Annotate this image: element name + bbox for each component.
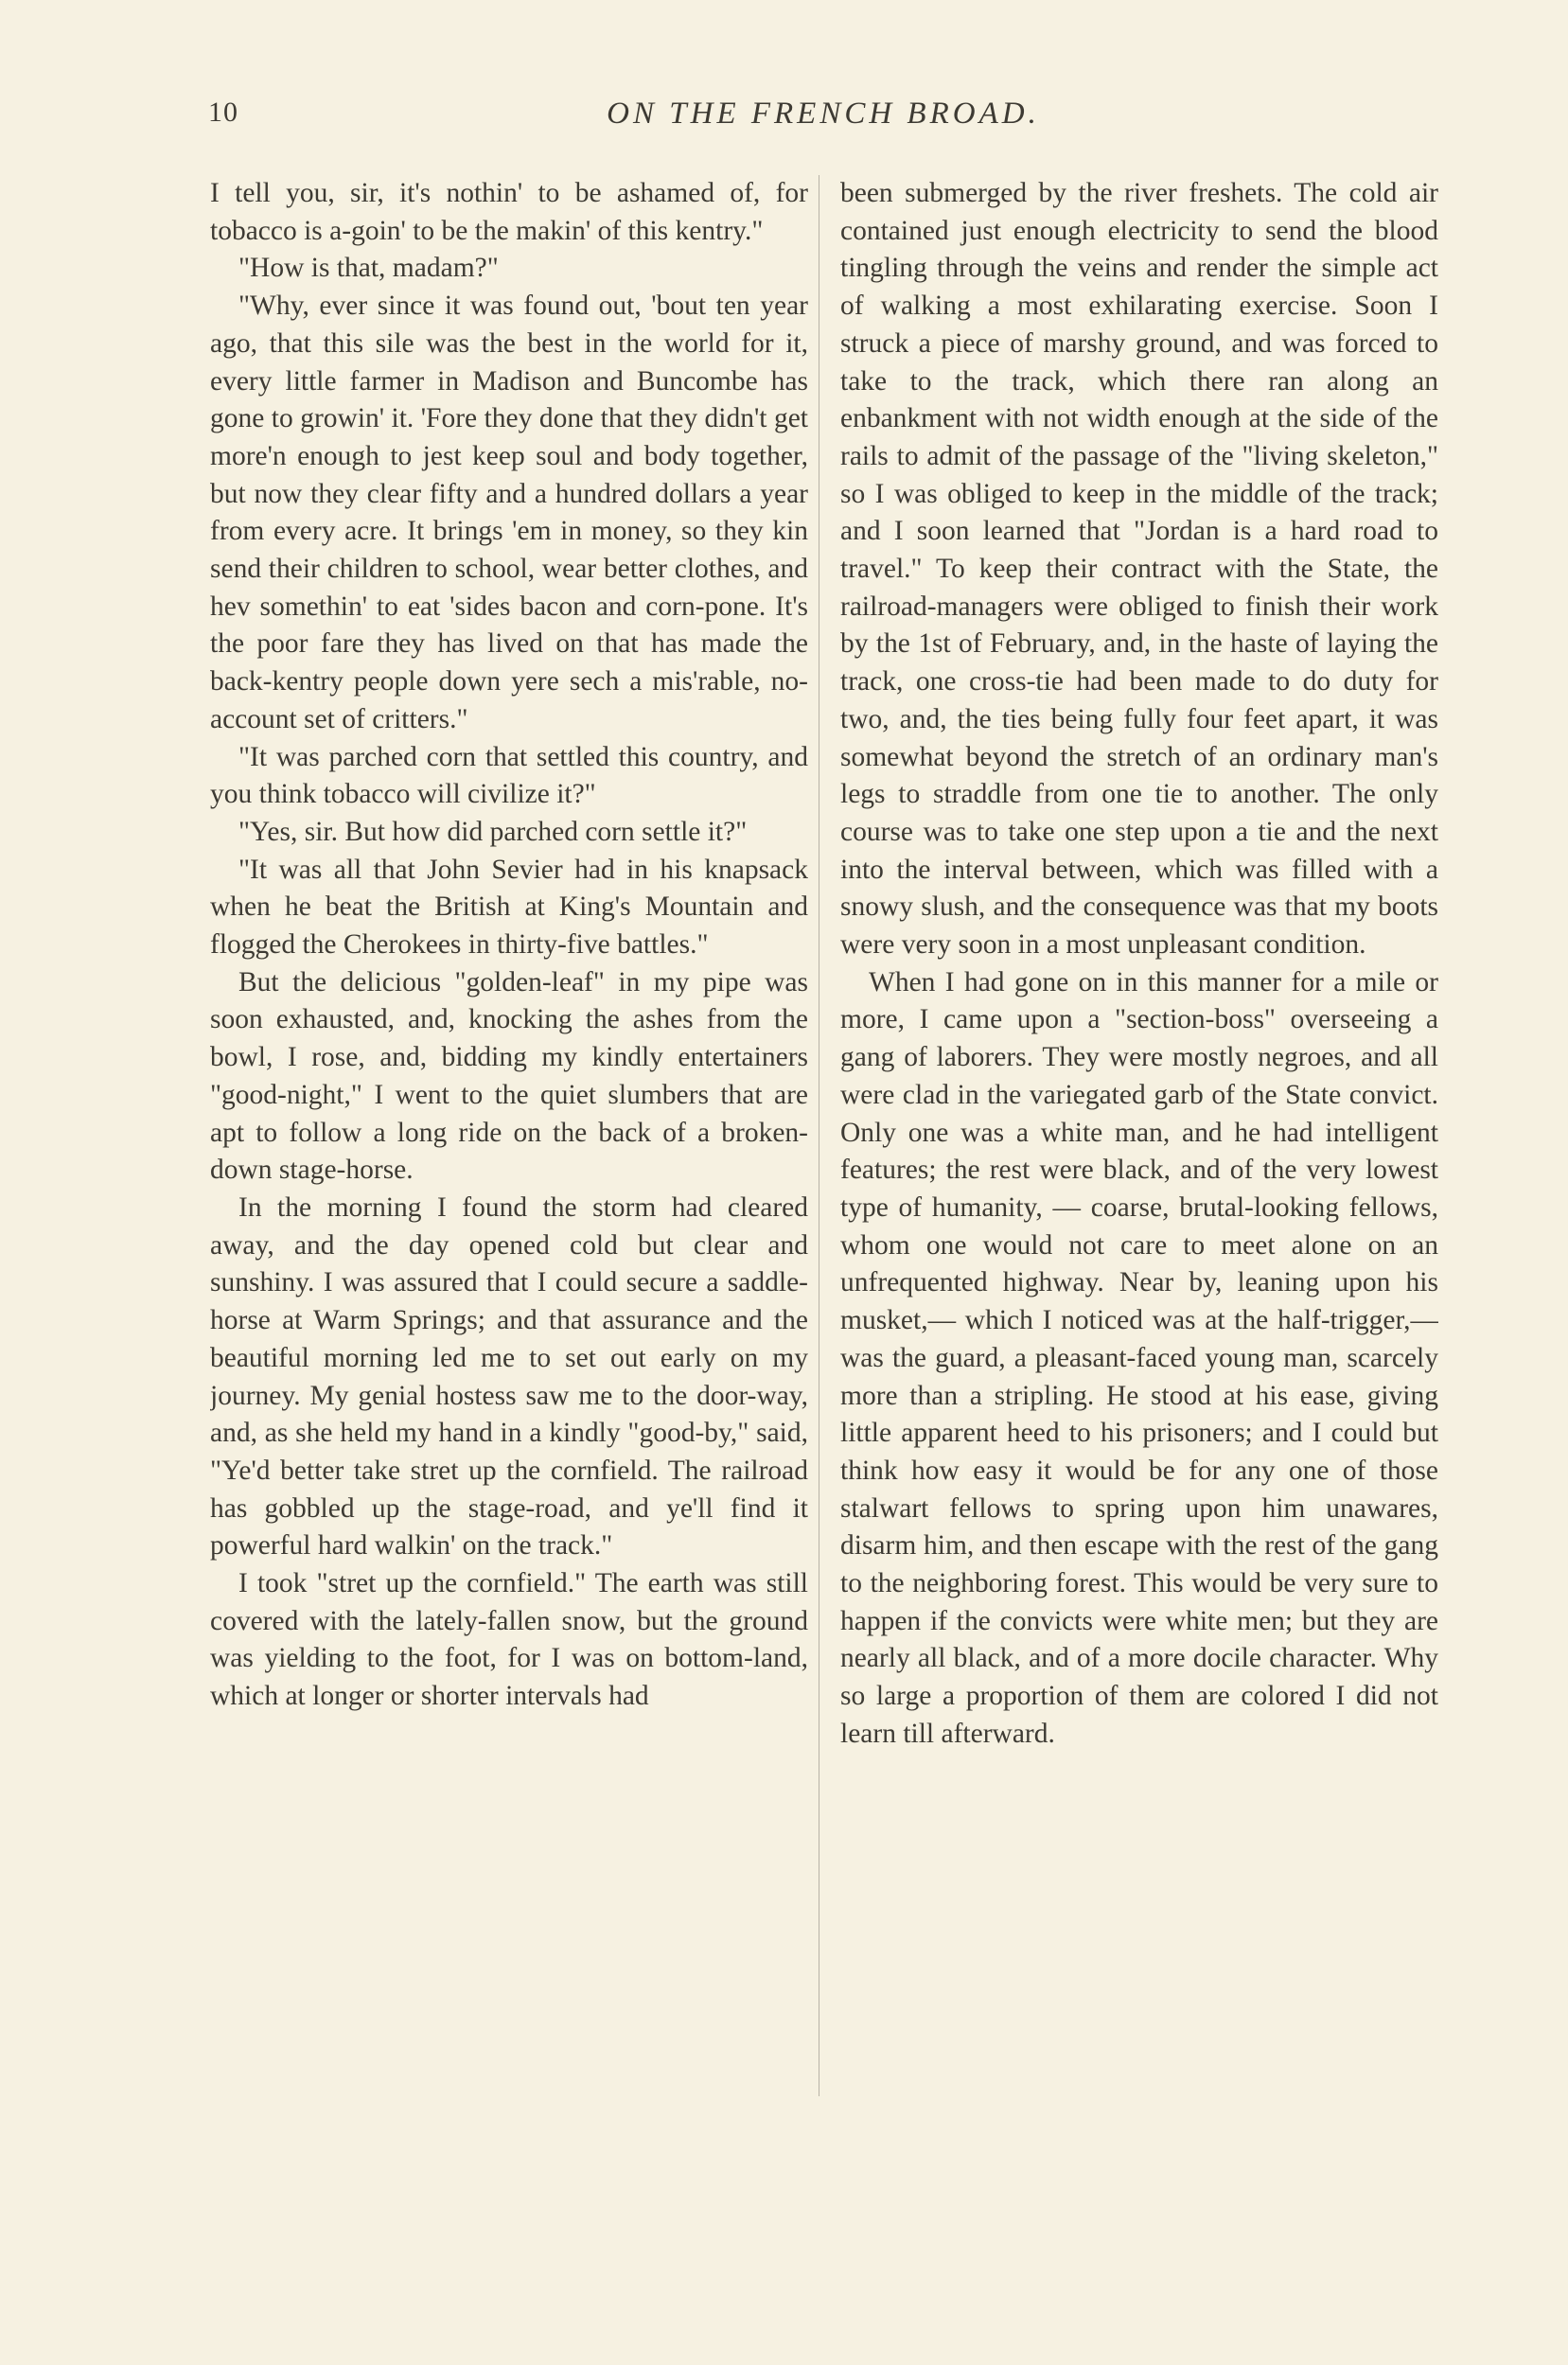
paragraph: I tell you, sir, it's nothin' to be ashamed of, for tobacco is a-goin' to be the makin' of this kentry." [210,178,808,246]
paragraph: In the morning I found the storm had cleared away, and the day opened cold but clear and sunshiny. I was assured that I could secure a saddle-horse at Warm Springs; and that assurance and the beautiful morning led me to set out early on my journey. My genial hostess saw me to the door-way, and, as she held my hand in a kindly "good-by," said, "Ye'd better take stret up the cornfield. The railroad has gobbled up the stage-road, and ye'll find it powerful hard walkin' on the track." [210,1191,808,1562]
paragraph: "Why, ever since it was found out, 'bout ten year ago, that this sile was the best in the world for it, every little farmer in Madison and Buncombe has gone to growin' it. 'Fore they done that they didn't get more'n enough to jest keep soul and body together, but now they clear fifty and a hundred dollars a year from every acre. It brings 'em in money, so they kin send their children to school, wear better clothes, and hev somethin' to eat 'sides bacon and corn-pone. It's the poor fare they has lived on that has made the back-kentry people down yere sech a mis'rable, no-account set of critters." [210,291,808,734]
paragraph: "It was parched corn that settled this country, and you think tobacco will civilize it?" [210,741,808,810]
paragraph: When I had gone on in this manner for a mile or more, I came upon a "section-boss" overseeing a gang of laborers. They were mostly negroes, and all were clad in the variegated garb of the State convict. Only one was a white man, and he had intelligent features; the rest were black, and of the very lowest type of humanity, — coarse, brutal-looking fellows, whom one would not care to meet alone on an unfrequented highway. Near by, leaning upon his musket,— which I noticed was at the half-trigger,— was the guard, a pleasant-faced young man, scarcely more than a stripling. He stood at his ease, giving little apparent heed to his prisoners; and I could but think how easy it would be for any one of those stalwart fellows to spring upon him unawares, disarm him, and then escape with the rest of the gang to the neighboring forest. This would be very sure to happen if the convicts were white men; but they are nearly all black, and of a more docile character. Why so large a proportion of them are colored I did not learn till afterward. [840,966,1438,1749]
paragraph: "It was all that John Sevier had in his knapsack when he beat the British at King's Mountain and flogged the Cherokees in thirty-five battles." [210,854,808,961]
page-header [208,97,1438,138]
paragraph: I took "stret up the cornfield." The earth was still covered with the lately-fallen snow, but the ground was yielding to the foot, for I was on bottom-land, which at longer or shorter intervals had [210,1568,808,1712]
left-text-column [210,175,808,2295]
paragraph: But the delicious "golden-leaf" in my pipe was soon exhausted, and, knocking the ashes from the bowl, I rose, and, bidding my kindly entertainers "good-night," I went to the quiet slumbers that are apt to follow a long ride on the back of a broken-down stage-horse. [210,966,808,1186]
paragraph: "Yes, sir. But how did parched corn settle it?" [238,816,748,847]
paragraph: "How is that, madam?" [238,253,499,284]
right-text-column [840,175,1438,2295]
paragraph: been submerged by the river freshets. The cold air contained just enough electricity to send the blood tingling through the veins and render the simple act of walking a most exhilarating exercise. Soon I struck a piece of marshy ground, and was forced to take to the track, which there ran along an enbankment with not width enough at the side of the rails to admit of the passage of the "living skeleton," so I was obliged to keep in the middle of the track; and I soon learned that "Jordan is a hard road to travel." To keep their contract with the State, the railroad-managers were obliged to finish their work by the 1st of February, and, in the haste of laying the track, one cross-tie had been made to do duty for two, and, the ties being fully four feet apart, it was somewhat beyond the stretch of an ordinary man's legs to straddle from one tie to another. The only course was to take one step upon a tie and the next into the interval between, which was filled with a snowy slush, and the consequence was that my boots were very soon in a most unpleasant condition. [840,178,1438,961]
page-number: 10 [208,97,238,128]
running-title: ON THE FRENCH BROAD. [607,97,1040,131]
